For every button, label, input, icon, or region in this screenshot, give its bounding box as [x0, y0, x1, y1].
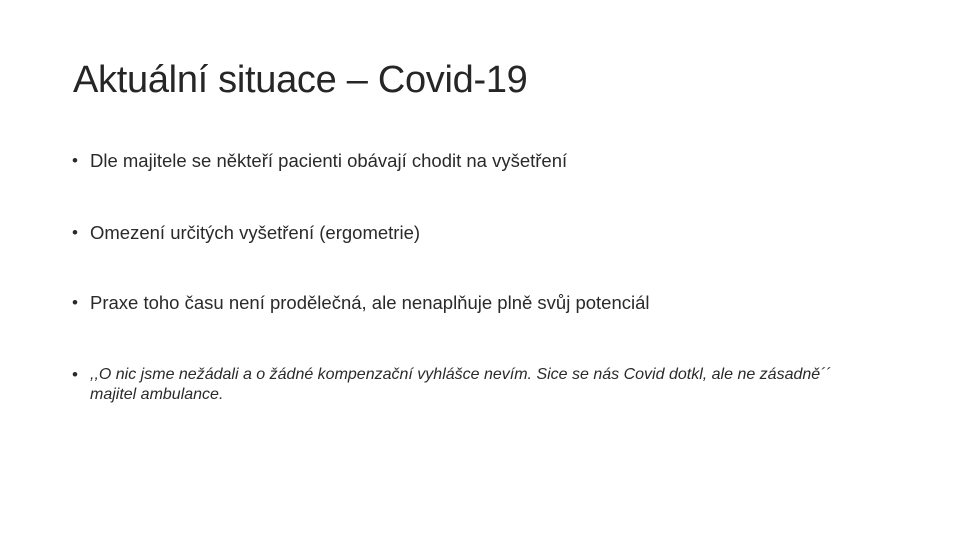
bullet-marker: •: [72, 365, 78, 384]
bullet-text: Dle majitele se někteří pacienti obávají chodit na vyšetření: [90, 150, 568, 171]
slide-title: Aktuální situace – Covid-19: [73, 59, 528, 101]
bullet-text: Praxe toho času není prodělečná, ale nenaplňuje plně svůj potenciál: [90, 292, 650, 313]
quote-text: ,,O nic jsme nežádali a o žádné kompenzační vyhlášce nevím. Sice se nás Covid dotkl, ale ne zásadně´´ majitel ambulance.: [90, 366, 831, 403]
bullet-marker: •: [72, 223, 78, 242]
bullet-marker: •: [72, 151, 78, 170]
bullet-text: Omezení určitých vyšetření (ergometrie): [90, 222, 421, 243]
bullet-marker: •: [72, 293, 78, 312]
